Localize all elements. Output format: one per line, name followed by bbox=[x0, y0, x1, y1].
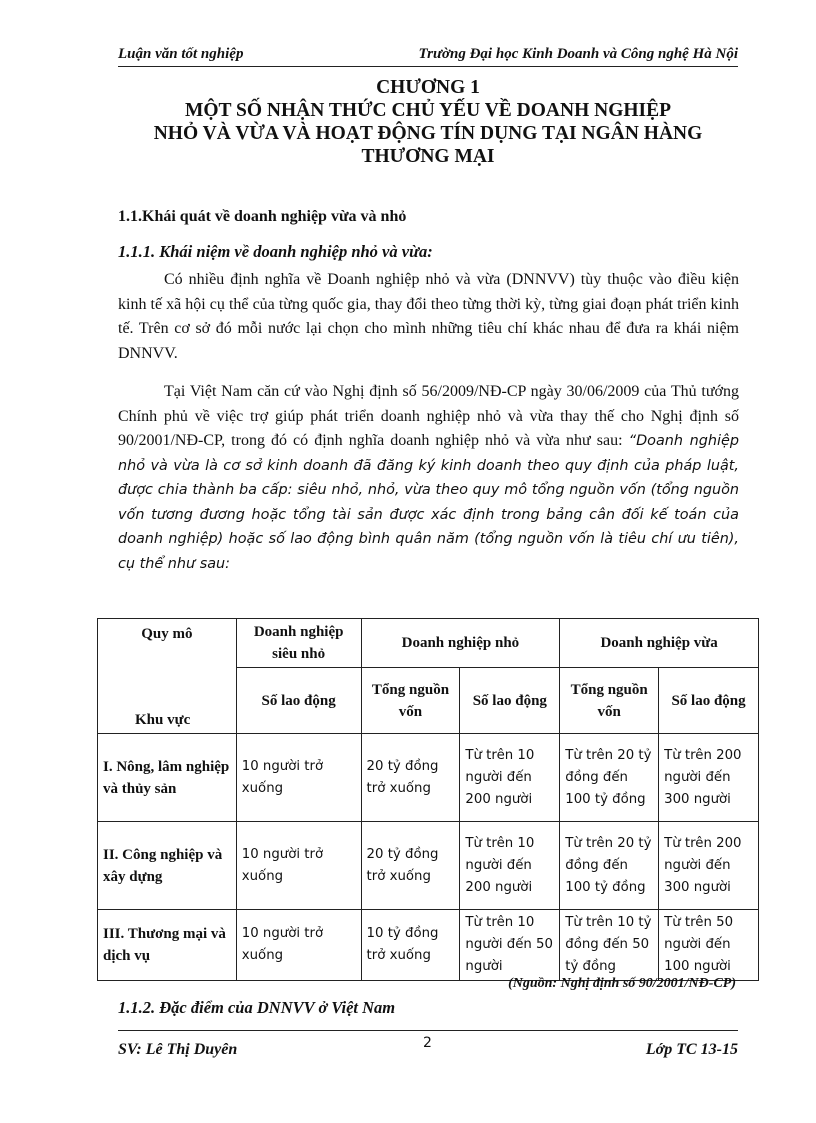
chapter-number: CHƯƠNG 1 bbox=[376, 77, 480, 98]
table-cell: 10 người trở xuống bbox=[236, 910, 361, 981]
table-cell: 10 tỷ đồng trở xuống bbox=[361, 910, 460, 981]
sector-cell: II. Công nghiệp và xây dựng bbox=[98, 822, 237, 910]
column-header: Tổng nguồn vốn bbox=[560, 668, 659, 734]
chapter-title-line: NHỎ VÀ VỪA VÀ HOẠT ĐỘNG TÍN DỤNG TẠI NGÂN HÀNG bbox=[153, 123, 703, 144]
page-number: 2 bbox=[423, 1035, 432, 1051]
table-cell: Từ trên 200 người đến 300 người bbox=[659, 822, 759, 910]
group-header-small: Doanh nghiệp nhỏ bbox=[361, 619, 560, 668]
column-header: Số lao động bbox=[659, 668, 759, 734]
corner-bottom-label: Khu vực bbox=[135, 712, 191, 728]
table-row bbox=[98, 822, 759, 910]
sector-cell: I. Nông, lâm nghiệp và thủy sản bbox=[98, 734, 237, 822]
column-header: Số lao động bbox=[460, 668, 560, 734]
table-cell: Từ trên 200 người đến 300 người bbox=[659, 734, 759, 822]
table-row bbox=[98, 910, 759, 981]
table-cell: Từ trên 10 người đến 50 người bbox=[460, 910, 560, 981]
sme-classification-table bbox=[97, 618, 759, 981]
corner-top-label: Quy mô bbox=[141, 626, 193, 642]
sector-cell: III. Thương mại và dịch vụ bbox=[98, 910, 237, 981]
table-corner-cell bbox=[98, 619, 237, 734]
table-cell: Từ trên 10 người đến 200 người bbox=[460, 734, 560, 822]
footer-class: Lớp TC 13-15 bbox=[645, 1041, 738, 1058]
section-heading-1-1-2: 1.1.2. Đặc điểm của DNNVV ở Việt Nam bbox=[118, 998, 396, 1017]
table-cell: 20 tỷ đồng trở xuống bbox=[361, 734, 460, 822]
group-header-medium: Doanh nghiệp vừa bbox=[560, 619, 759, 668]
table-row bbox=[98, 734, 759, 822]
chapter-title-line: MỘT SỐ NHẬN THỨC CHỦ YẾU VỀ DOANH NGHIỆP bbox=[184, 100, 672, 121]
header-left: Luận văn tốt nghiệp bbox=[118, 46, 244, 62]
table-cell: Từ trên 50 người đến 100 người bbox=[659, 910, 759, 981]
section-heading-1-1: 1.1.Khái quát về doanh nghiệp vừa và nhỏ bbox=[118, 208, 407, 225]
footer-student: SV: Lê Thị Duyên bbox=[118, 1041, 238, 1058]
table-cell: Từ trên 20 tỷ đồng đến 100 tỷ đồng bbox=[560, 822, 659, 910]
page-header bbox=[118, 44, 738, 67]
chapter-title-line: THƯƠNG MẠI bbox=[361, 146, 495, 167]
table-cell: 10 người trở xuống bbox=[236, 822, 361, 910]
paragraph-2-quote: “Doanh nghiệp nhỏ và vừa là cơ sở kinh doanh đã đăng ký kinh doanh theo quy định của pháp luật, được chia thành ba cấp: siêu nhỏ, nhỏ, vừa theo quy mô tổng nguồn vốn (tổng nguồn vốn tương đương hoặc tổng tài sản được xác định trong bảng cân đối kế toán của doanh nghiệp) hoặc số lao động bình quân năm (tổng nguồn vốn là tiêu chí ưu tiên), cụ thể như sau: bbox=[118, 433, 739, 572]
header-right: Trường Đại học Kinh Doanh và Công nghệ Hà Nội bbox=[418, 46, 738, 62]
table-cell: Từ trên 10 tỷ đồng đến 50 tỷ đồng bbox=[560, 910, 659, 981]
table-cell: Từ trên 10 người đến 200 người bbox=[460, 822, 560, 910]
column-header: Số lao động bbox=[236, 668, 361, 734]
table-cell: 20 tỷ đồng trở xuống bbox=[361, 822, 460, 910]
table-cell: Từ trên 20 tỷ đồng đến 100 tỷ đồng bbox=[560, 734, 659, 822]
paragraph-2-text: Tại Việt Nam căn cứ vào Nghị định số 56/2009/NĐ-CP ngày 30/06/2009 của Thủ tướng Chính phủ về việc trợ giúp phát triển doanh nghiệp nhỏ và vừa thay thế cho Nghị định số 90/2001/NĐ-CP, trong đó có định nghĩa doanh nghiệp nhỏ và vừa như sau: bbox=[118, 383, 739, 449]
paragraph-2 bbox=[118, 380, 739, 576]
table-source-note: (Nguồn: Nghị định số 90/2001/NĐ-CP) bbox=[508, 976, 736, 991]
column-header: Tổng nguồn vốn bbox=[361, 668, 460, 734]
section-heading-1-1-1: 1.1.1. Khái niệm về doanh nghiệp nhỏ và vừa: bbox=[118, 242, 433, 261]
table-cell: 10 người trở xuống bbox=[236, 734, 361, 822]
chapter-heading bbox=[110, 76, 746, 168]
paragraph-1: Có nhiều định nghĩa về Doanh nghiệp nhỏ và vừa (DNNVV) tùy thuộc vào điều kiện kinh tế xã hội cụ thể của từng quốc gia, thay đổi theo từng thời kỳ, từng giai đoạn phát triển kinh tế. Trên cơ sở đó mỗi nước lại chọn cho mình những tiêu chí khác nhau để đưa ra khái niệm DNNVV. bbox=[118, 271, 739, 362]
group-header-micro: Doanh nghiệp siêu nhỏ bbox=[236, 619, 361, 668]
page-footer bbox=[118, 1030, 738, 1071]
